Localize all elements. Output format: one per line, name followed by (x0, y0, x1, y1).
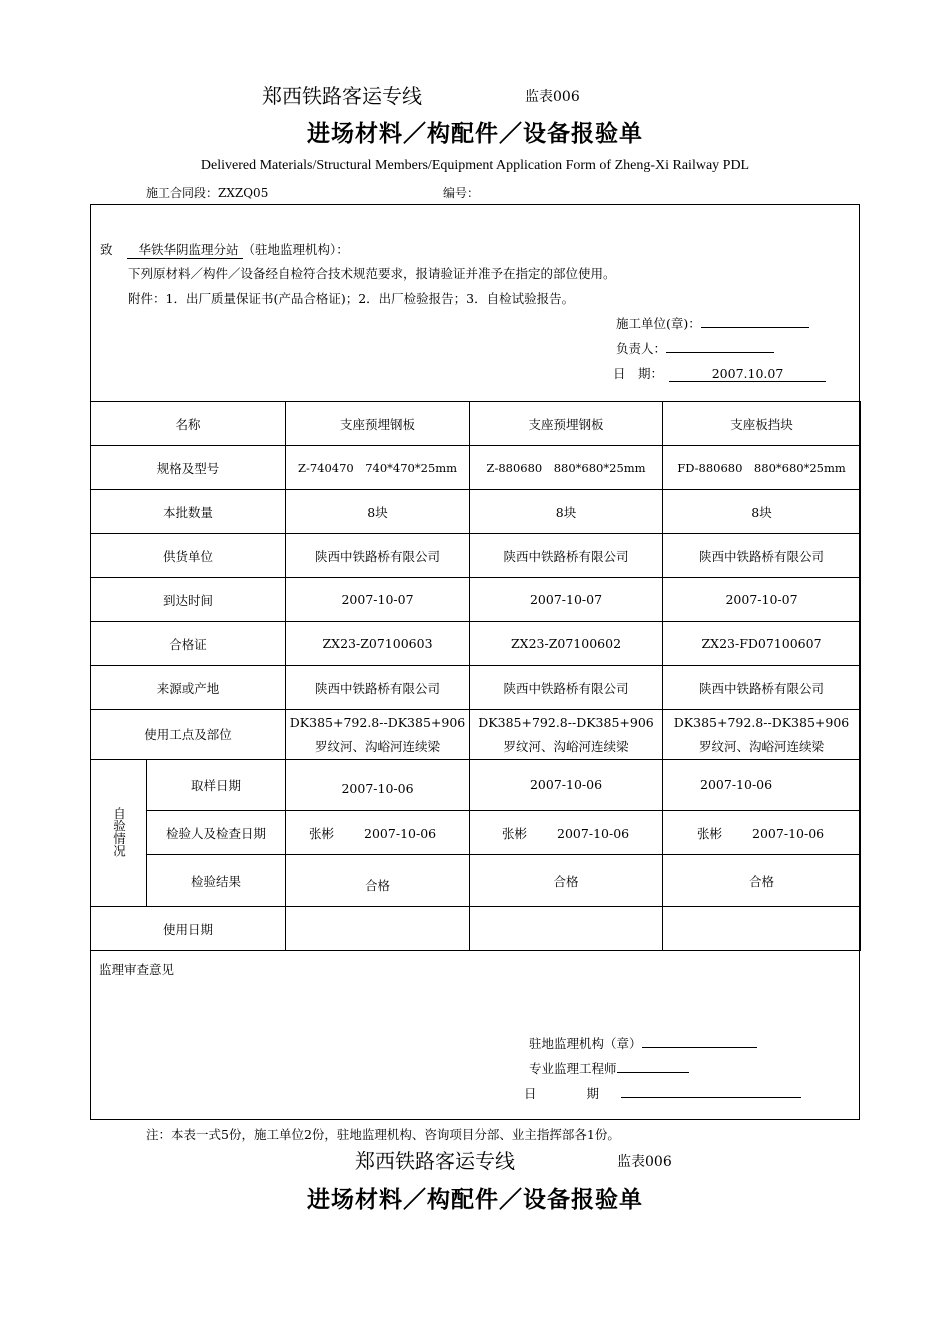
table-row (91, 760, 861, 811)
letter-date-label: 日 期： (613, 366, 664, 381)
table-row (91, 402, 861, 446)
item-origin: 陕西中铁路桥有限公司 (470, 666, 663, 710)
location-line-2: 罗纹河、沟峪河连续梁 (315, 738, 441, 754)
item-result: 合格 (286, 855, 470, 907)
row-label-use-date: 使用日期 (91, 907, 286, 951)
letter-date-value: 2007.10.07 (669, 366, 826, 382)
item-spec: FD-880680 880*680*25mm (663, 446, 861, 490)
item-name: 支座预埋钢板 (470, 402, 663, 446)
item-use-date (470, 907, 663, 951)
item-arrival-date: 2007-10-07 (286, 578, 470, 622)
table-row (91, 534, 861, 578)
self-check-label-cell (91, 760, 147, 907)
row-label-location: 使用工点及部位 (91, 710, 286, 760)
item-quantity: 8块 (286, 490, 470, 534)
item-quantity: 8块 (663, 490, 861, 534)
table-row (91, 907, 861, 951)
item-supplier: 陕西中铁路桥有限公司 (470, 534, 663, 578)
form-title-repeat: 进场材料／构配件／设备报验单 (307, 1187, 643, 1213)
form-number-label: 编号： (443, 186, 480, 200)
review-office-line (529, 1034, 757, 1052)
letter-to-line (100, 240, 349, 259)
item-sample-date: 2007-10-06 (663, 760, 861, 811)
row-label-origin: 来源或产地 (91, 666, 286, 710)
item-certificate: ZX23-FD07100607 (663, 622, 861, 666)
item-sample-date: 2007-10-06 (470, 760, 663, 811)
review-date-blank (621, 1084, 801, 1098)
table-row (91, 622, 861, 666)
responsible-blank (666, 339, 774, 353)
review-date-line (524, 1084, 801, 1102)
contractor-signature-line (616, 314, 809, 332)
review-office-label: 驻地监理机构（章） (529, 1036, 642, 1051)
table-row (91, 855, 861, 907)
item-inspector (286, 811, 470, 855)
letter-body: 下列原材料／构件／设备经自检符合技术规范要求，报请验证并准予在指定的部位使用。 (128, 266, 616, 281)
table-row (91, 811, 861, 855)
review-office-blank (642, 1034, 757, 1048)
item-inspector (663, 811, 861, 855)
footnote: 注：本表一式5份，施工单位2份，驻地监理机构、咨询项目分部、业主指挥部各1份。 (146, 1127, 620, 1142)
item-name: 支座板挡块 (663, 402, 861, 446)
item-location (286, 710, 470, 760)
contractor-blank (701, 314, 809, 328)
form-title: 进场材料／构配件／设备报验单 (307, 121, 643, 147)
table-row (91, 710, 861, 760)
location-line-1: DK385+792.8--DK385+906 (289, 714, 466, 730)
letter-date-line (613, 364, 826, 382)
item-origin: 陕西中铁路桥有限公司 (663, 666, 861, 710)
table-row (91, 446, 861, 490)
item-arrival-date: 2007-10-07 (470, 578, 663, 622)
review-label: 监理审查意见 (99, 962, 175, 977)
contract-section: 施工合同段：ZXZQ05 (146, 186, 269, 200)
form-subtitle-english: Delivered Materials/Structural Members/Equipment Application Form of Zheng-Xi Railway PDL (200, 158, 750, 173)
item-spec: Z-740470 740*470*25mm (286, 446, 470, 490)
row-label-quantity: 本批数量 (91, 490, 286, 534)
row-label-result: 检验结果 (147, 855, 286, 907)
item-sample-date: 2007-10-06 (286, 760, 470, 811)
item-certificate: ZX23-Z07100603 (286, 622, 470, 666)
form-code: 监表006 (525, 89, 580, 105)
item-inspector (470, 811, 663, 855)
review-date-label: 日 期 (524, 1086, 600, 1101)
location-line-1: DK385+792.8--DK385+906 (673, 714, 850, 730)
review-engineer-blank (617, 1059, 689, 1073)
inspect-date: 2007-10-06 (752, 825, 825, 841)
inspect-date: 2007-10-06 (557, 825, 630, 841)
location-line-2: 罗纹河、沟峪河连续梁 (699, 738, 825, 754)
item-result: 合格 (663, 855, 861, 907)
row-label-certificate: 合格证 (91, 622, 286, 666)
row-label-spec: 规格及型号 (91, 446, 286, 490)
item-use-date (663, 907, 861, 951)
row-label-inspector: 检验人及检查日期 (147, 811, 286, 855)
inspector-name: 张彬 (697, 825, 723, 841)
item-supplier: 陕西中铁路桥有限公司 (286, 534, 470, 578)
recipient-suffix: （驻地监理机构）： (242, 242, 349, 257)
responsible-label: 负责人： (616, 341, 667, 356)
item-certificate: ZX23-Z07100602 (470, 622, 663, 666)
recipient-name: 华铁华阴监理分站 (127, 240, 243, 259)
item-arrival-date: 2007-10-07 (663, 578, 861, 622)
review-engineer-label: 专业监理工程师 (529, 1061, 617, 1076)
row-label-sample-date: 取样日期 (147, 760, 286, 811)
inspect-date: 2007-10-06 (364, 825, 437, 841)
railway-line-title-repeat: 郑西铁路客运专线 (355, 1149, 515, 1173)
item-quantity: 8块 (470, 490, 663, 534)
to-prefix: 致 (100, 242, 113, 257)
review-engineer-line (529, 1059, 689, 1077)
materials-table (90, 401, 861, 951)
row-label-name: 名称 (91, 402, 286, 446)
item-result: 合格 (470, 855, 663, 907)
item-spec: Z-880680 880*680*25mm (470, 446, 663, 490)
table-row (91, 490, 861, 534)
contractor-label: 施工单位(章)： (616, 316, 701, 331)
table-row (91, 578, 861, 622)
row-label-self-check: 自验情况 (111, 806, 127, 857)
item-location (663, 710, 861, 760)
inspector-name: 张彬 (309, 825, 335, 841)
item-use-date (286, 907, 470, 951)
responsible-signature-line (616, 339, 774, 357)
inspector-name: 张彬 (502, 825, 528, 841)
item-origin: 陕西中铁路桥有限公司 (286, 666, 470, 710)
location-line-2: 罗纹河、沟峪河连续梁 (503, 738, 629, 754)
table-row (91, 666, 861, 710)
item-supplier: 陕西中铁路桥有限公司 (663, 534, 861, 578)
row-label-supplier: 供货单位 (91, 534, 286, 578)
form-code-repeat: 监表006 (617, 1154, 672, 1170)
item-name: 支座预埋钢板 (286, 402, 470, 446)
row-label-arrival: 到达时间 (91, 578, 286, 622)
railway-line-title: 郑西铁路客运专线 (262, 84, 422, 108)
item-location (470, 710, 663, 760)
letter-attachments: 附件：1．出厂质量保证书(产品合格证)；2．出厂检验报告；3．自检试验报告。 (128, 291, 575, 306)
location-line-1: DK385+792.8--DK385+906 (478, 714, 654, 730)
